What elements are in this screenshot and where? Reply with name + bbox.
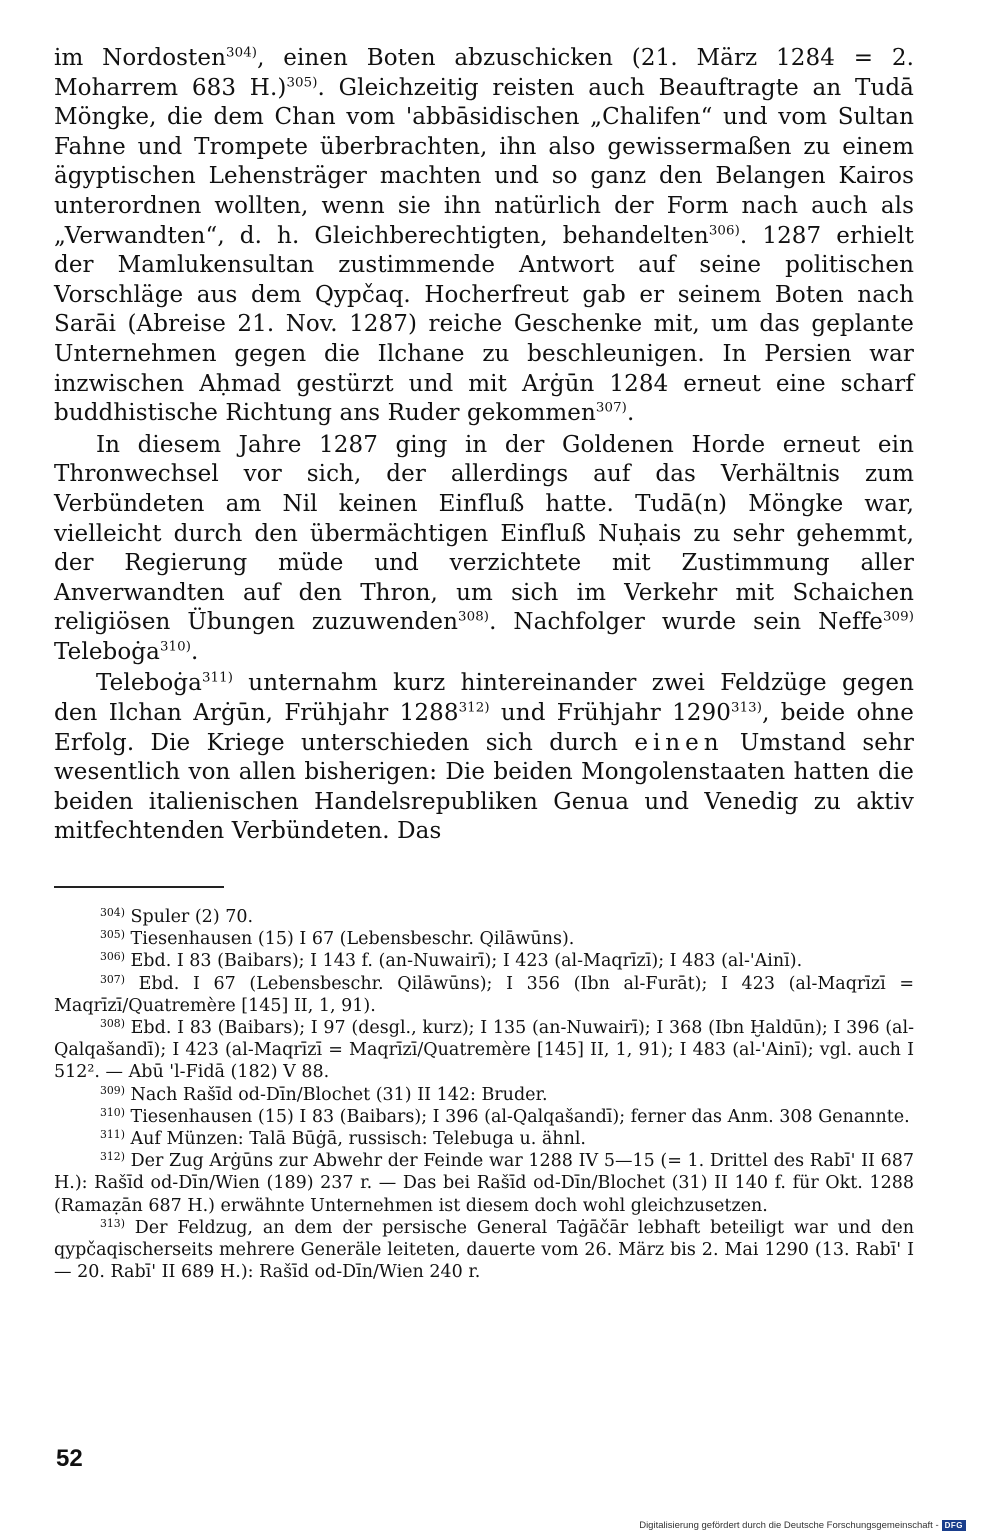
footnote-306 — [54, 950, 914, 972]
footnote-text: Spuler (2) 70. — [130, 907, 254, 927]
paragraph-1 — [54, 44, 914, 429]
footnote-text: Tiesenhausen (15) I 83 (Baibars); I 396 (al-Qalqašandī); ferner das Anm. 308 Genannte. — [130, 1106, 910, 1127]
text-run: , einen Boten abzuschicken (21. März 1284 = 2. Moharrem 683 H.) — [54, 45, 914, 101]
text-run: Teleboġa — [54, 638, 160, 665]
text-run: unternahm kurz hintereinander zwei Feldzüge gegen den Ilchan Arġūn, Frühjahr 1288 — [54, 670, 914, 727]
footnote-number: 308) — [100, 1017, 125, 1031]
footnote-text: Ebd. I 83 (Baibars); I 97 (desgl., kurz); I 135 (an-Nuwairī); I 368 (Ibn Ḫaldūn); I 396 (al-Qalqašandī); I 423 (al-Maqrīzī = Maqrīzī/Quatremère [145] II, 1, 91); I 483 (al-'Ainī); vgl. auch I 512². — Abū 'l-Fidā (182) V 88. — [54, 1018, 914, 1083]
footnote-ref-311[interactable]: 311) — [201, 670, 233, 686]
footnotes — [54, 906, 914, 1283]
page-number: 52 — [56, 1445, 83, 1472]
dfg-logo-icon: DFG — [942, 1520, 966, 1531]
text-run: Teleboġa — [96, 670, 202, 697]
footnote-ref-312[interactable]: 312) — [458, 700, 490, 716]
footnote-text: Der Zug Arġūns zur Abwehr der Feinde war 1288 IV 5—15 (= 1. Drittel des Rabī' II 687 H.): Rašīd od-Dīn/Wien (189) 237 r. — Das bei Rašīd od-Dīn/Blochet (31) II 140 f. für Okt. 1288 (Ramaẓān 687 H.) erwähnte Unternehmen ist diesem doch wohl gleichzusetzen. — [54, 1151, 914, 1216]
footnote-text: Ebd. I 83 (Baibars); I 143 f. (an-Nuwairī); I 423 (al-Maqrīzī); I 483 (al-'Ainī). — [130, 951, 803, 972]
footnote-311 — [54, 1128, 914, 1150]
footnote-number: 304) — [100, 906, 125, 920]
footnote-number: 311) — [100, 1128, 125, 1142]
text-run: Umstand sehr wesentlich von allen bisherigen: Die beiden Mongolenstaaten hatten die beiden italienischen Handelsrepubliken Genua und Venedig zu aktiv mitfechtenden Verbündeten. Das — [54, 729, 914, 845]
footnote-text: Der Feldzug, an dem der persische General Taġāčār lebhaft beteiligt war und den qypčaqischerseits mehrere Generäle leiteten, dauerte vom 26. März bis 2. Mai 1290 (13. Rabī' I — 20. Rabī' II 689 H.): Rašīd od-Dīn/Wien 240 r. — [54, 1217, 914, 1283]
paragraph-2 — [54, 431, 914, 668]
text-run: . — [191, 638, 199, 665]
footnote-308 — [54, 1017, 914, 1084]
footnote-divider — [54, 886, 224, 888]
paragraph-3 — [54, 669, 914, 847]
digitization-credit — [639, 1520, 966, 1531]
footnote-309 — [54, 1084, 914, 1106]
emphasized-word: einen — [634, 729, 724, 756]
footnote-number: 309) — [100, 1083, 125, 1097]
footnote-ref-306[interactable]: 306) — [708, 222, 740, 238]
footnote-text: Ebd. I 67 (Lebensbeschr. Qilāwūns); I 356 (Ibn al-Furāt); I 423 (al-Maqrīzī = Maqrīzī/Quatremère [145] II, 1, 91). — [54, 973, 914, 1016]
footnote-text: Auf Münzen: Talā Būġā, russisch: Telebuga u. ähnl. — [130, 1129, 586, 1150]
text-run: , beide ohne Erfolg. Die Kriege unterschieden sich durch — [54, 700, 914, 756]
footnote-307 — [54, 973, 914, 1017]
footnote-text: Tiesenhausen (15) I 67 (Lebensbeschr. Qilāwūns). — [130, 929, 575, 950]
footnote-305 — [54, 928, 914, 950]
footnote-ref-309[interactable]: 309) — [882, 609, 914, 625]
text-run: . Nachfolger wurde sein Neffe — [489, 609, 883, 636]
footnote-number: 310) — [100, 1105, 125, 1119]
text-run: und Frühjahr 1290 — [489, 700, 732, 727]
text-run: In diesem Jahre 1287 ging in der Goldenen Horde erneut ein Thronwechsel vor sich, der allerdings auf das Verhältnis zum Verbündeten am Nil keinen Einfluß hatte. Tudā(n) Möngke war, vielleicht durch den übermächtigen Einfluß Nuḥais zu sehr gehemmt, der Regierung müde und verzichtete mit Zustimmung aller Anverwandten auf den Thron, um sich im Verkehr mit Schaichen religiösen Übungen zuzuwenden — [54, 431, 914, 636]
footnote-ref-304[interactable]: 304) — [226, 45, 258, 61]
footnote-ref-307[interactable]: 307) — [595, 400, 627, 416]
footnote-312 — [54, 1150, 914, 1217]
footnote-number: 306) — [100, 950, 125, 964]
footnote-ref-305[interactable]: 305) — [286, 74, 318, 90]
footnote-ref-310[interactable]: 310) — [159, 639, 191, 655]
footnote-number: 305) — [100, 928, 125, 942]
footnote-ref-313[interactable]: 313) — [731, 700, 763, 716]
footnote-number: 312) — [100, 1150, 125, 1164]
footnote-313 — [54, 1217, 914, 1284]
footnote-ref-308[interactable]: 308) — [458, 609, 490, 625]
footnote-304 — [54, 906, 914, 928]
footnote-number: 307) — [100, 972, 125, 986]
text-run: im Nordosten — [54, 45, 227, 71]
main-text — [54, 44, 914, 847]
text-run: . Gleichzeitig reisten auch Beauftragte an Tudā Möngke, die dem Chan vom 'abbāsidischen „Chalifen“ und vom Sultan Fahne und Trompete überbrachten, ihn also gewissermaßen zu einem ägyptischen Lehensträger machten und so ganz den Belangen Kairos unterordnen wollten, wenn sie ihn natürlich der Form nach auch als „Verwandten“, d. h. Gleichberechtigten, behandelten — [54, 74, 914, 249]
credit-text: Digitalisierung gefördert durch die Deutsche Forschungsgemeinschaft - — [639, 1520, 939, 1531]
text-run: . 1287 erhielt der Mamlukensultan zustimmende Antwort auf seine politischen Vorschläge aus dem Qypčaq. Hocherfreut gab er seinem Boten nach Sarāi (Abreise 21. Nov. 1287) reiche Geschenke mit, um das geplante Unternehmen gegen die Ilchane zu beschleunigen. In Persien war inzwischen Aḥmad gestürzt und mit Arġūn 1284 erneut eine scharf buddhistische Richtung ans Ruder gekommen — [54, 222, 914, 427]
footnote-text: Nach Rašīd od-Dīn/Blochet (31) II 142: Bruder. — [130, 1084, 548, 1105]
text-run: . — [626, 400, 635, 427]
footnote-number: 313) — [100, 1216, 125, 1230]
footnote-310 — [54, 1106, 914, 1128]
